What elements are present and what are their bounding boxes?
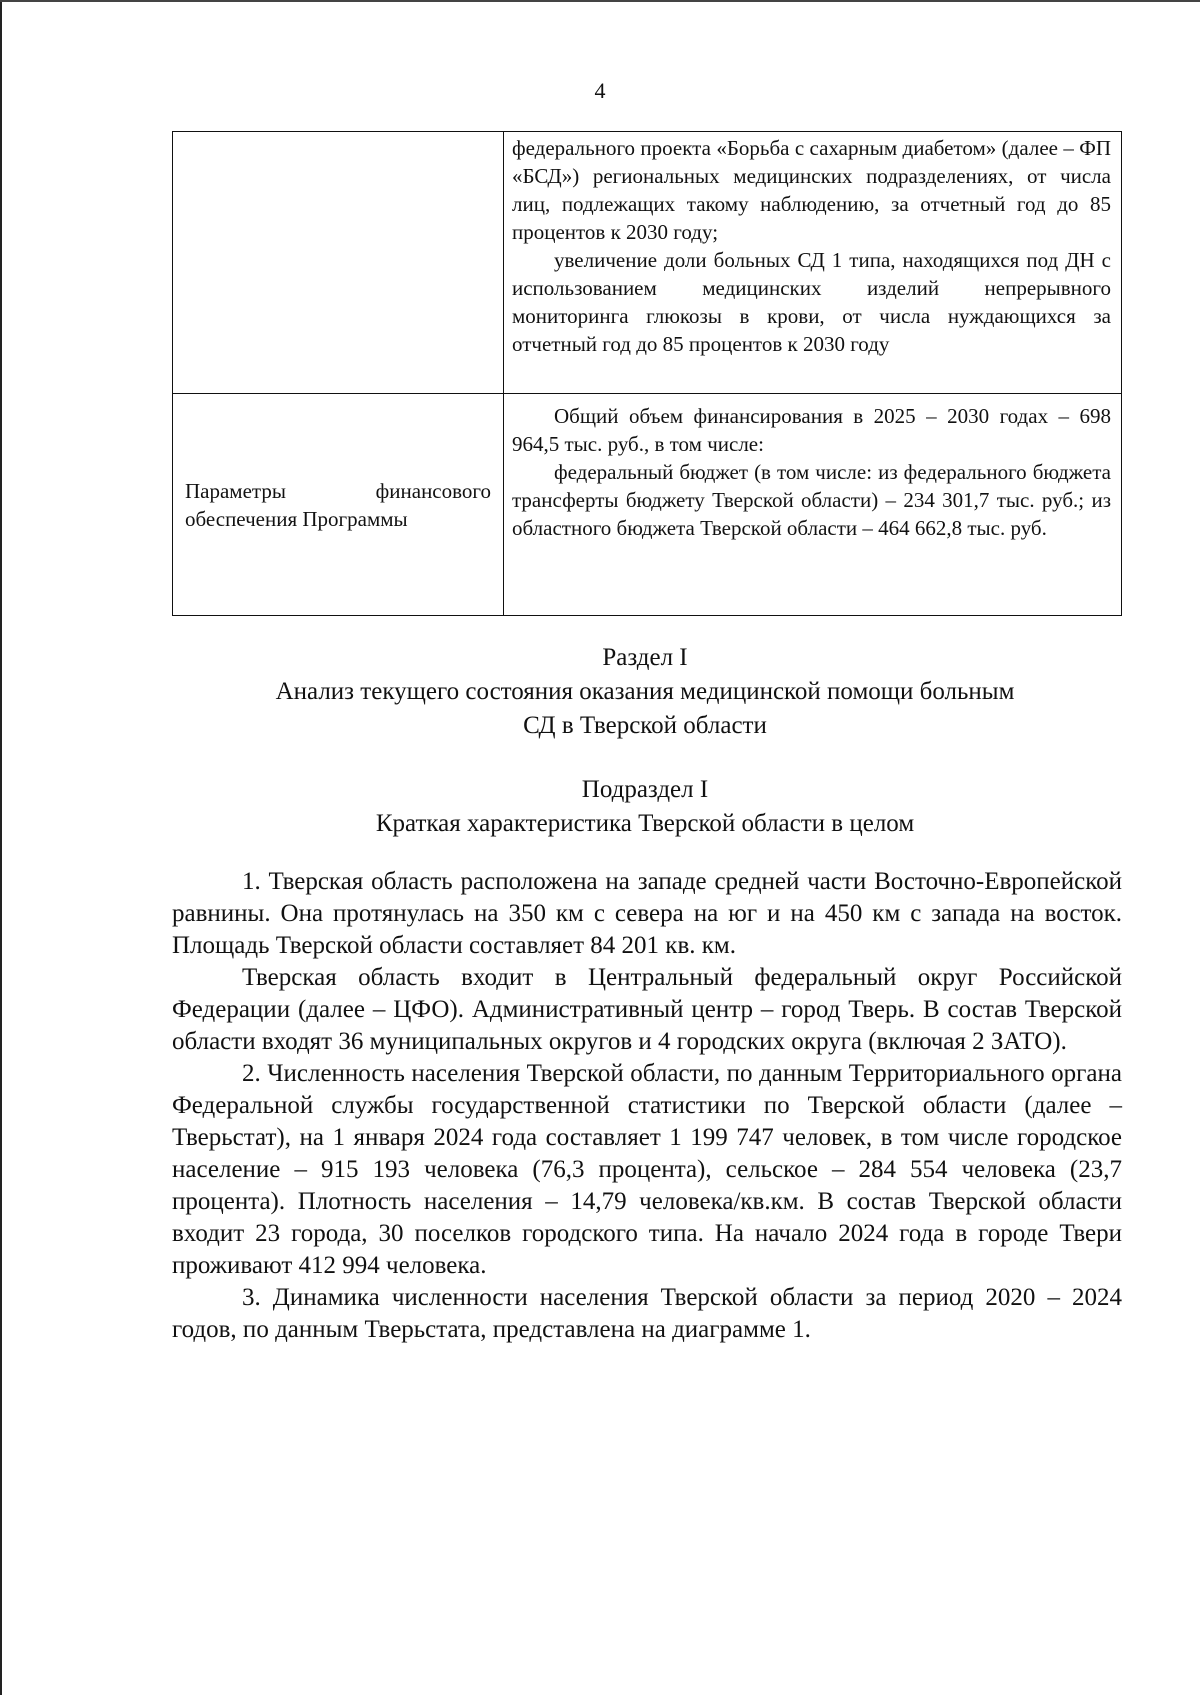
body-paragraph: Тверская область входит в Центральный федеральный округ Российской Федерации (далее – ЦФО). Административный центр – город Тверь. В состав Тверской области входят 36 муниципальных округов и 4 городских округа (включая 2 ЗАТО). bbox=[172, 964, 1122, 1055]
page-number: 4 bbox=[594, 78, 606, 103]
subsection-number: Подраздел I bbox=[581, 776, 709, 803]
section-headings bbox=[160, 641, 1130, 841]
program-parameters-table bbox=[172, 131, 1122, 616]
subsection-title: Краткая характеристика Тверской области в целом bbox=[375, 810, 915, 837]
section-number: Раздел I bbox=[602, 644, 688, 671]
scan-edge-left bbox=[0, 0, 2, 1695]
row-label: Параметры финансового обеспечения Программы bbox=[185, 478, 491, 531]
row-paragraph: Общий объем финансирования в 2025 – 2030 годах – 698 964,5 тыс. руб., в том числе: bbox=[512, 404, 1111, 456]
row-value-cell bbox=[504, 394, 1122, 616]
row-label-cell bbox=[173, 132, 504, 394]
table-row bbox=[173, 394, 1122, 616]
row-label-cell bbox=[173, 394, 504, 616]
body-paragraph: 1. Тверская область расположена на западе средней части Восточно-Европейской равнины. Она протянулась на 350 км с севера на юг и на 450 км с запада на восток. Площадь Тверской области составляет 84 201 кв. км. bbox=[172, 868, 1122, 959]
row-paragraph: увеличение доли больных СД 1 типа, находящихся под ДН с использованием медицинских изделий непрерывного мониторинга глюкозы в крови, от числа нуждающихся за отчетный год до 85 процентов к 2030 году bbox=[512, 248, 1111, 356]
row-paragraph: федеральный бюджет (в том числе: из федерального бюджета трансферты бюджету Тверской области) – 234 301,7 тыс. руб.; из областного бюджета Тверской области – 464 662,8 тыс. руб. bbox=[512, 460, 1111, 540]
body-text bbox=[172, 866, 1122, 1346]
table-row bbox=[173, 132, 1122, 394]
scan-edge-top bbox=[0, 0, 1200, 2]
section-title-line2: СД в Тверской области bbox=[523, 712, 767, 739]
row-value-cell bbox=[504, 132, 1122, 394]
section-title-line1: Анализ текущего состояния оказания медицинской помощи больным bbox=[275, 678, 1015, 705]
body-paragraph: 3. Динамика численности населения Тверской области за период 2020 – 2024 годов, по данным Тверьстата, представлена на диаграмме 1. bbox=[172, 1284, 1122, 1343]
body-paragraph: 2. Численность населения Тверской области, по данным Территориального органа Федеральной службы государственной статистики по Тверской области (далее – Тверьстат), на 1 января 2024 года составляет 1 199 747 человек, в том числе городское население – 915 193 человека (76,3 процента), сельское – 284 554 человека (23,7 процента). Плотность населения – 14,79 человека/кв.км. В состав Тверской области входит 23 города, 30 поселков городского типа. На начало 2024 года в городе Твери проживают 412 994 человека. bbox=[172, 1060, 1122, 1279]
row-paragraph: федерального проекта «Борьба с сахарным диабетом» (далее – ФП «БСД») региональных медицинских подразделениях, от числа лиц, подлежащих такому наблюдению, за отчетный год до 85 процентов к 2030 году; bbox=[512, 136, 1111, 244]
